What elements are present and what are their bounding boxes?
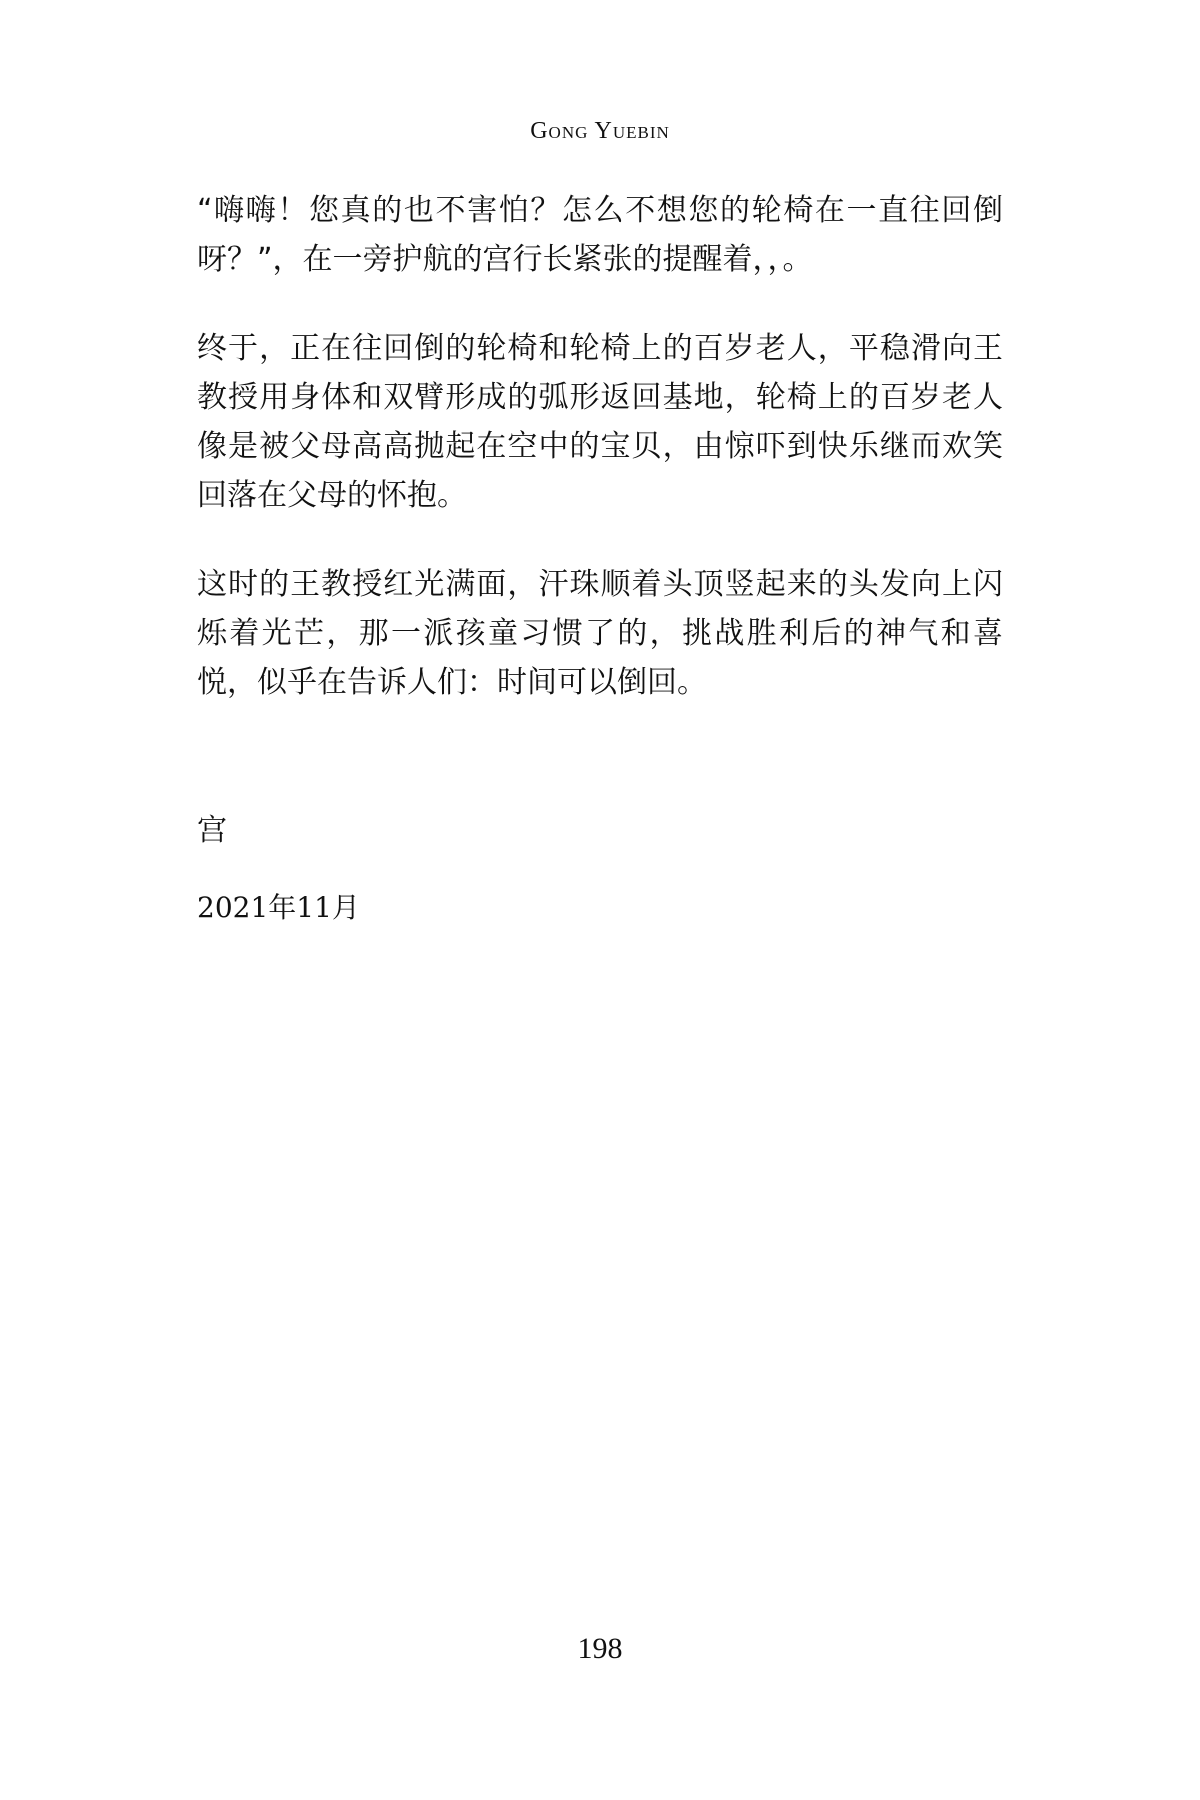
paragraph: “嗨嗨！您真的也不害怕？怎么不想您的轮椅在一直往回倒呀？”，在一旁护航的宫行长紧张的提醒着，，。 (197, 193, 1003, 277)
running-header: Gong Yuebin (530, 118, 670, 144)
date-line: 2021年11月 (197, 891, 360, 924)
body-text (197, 186, 1003, 747)
paragraph: 终于，正在往回倒的轮椅和轮椅上的百岁老人，平稳滑向王教授用身体和双臂形成的弧形返回基地，轮椅上的百岁老人像是被父母高高抛起在空中的宝贝，由惊吓到快乐继而欢笑回落在父母的怀抱。 (197, 331, 1003, 513)
signature: 宫 (197, 813, 227, 848)
page-number: 198 (577, 1632, 623, 1665)
paragraph: 这时的王教授红光满面，汗珠顺着头顶竖起来的头发向上闪烁着光芒，那一派孩童习惯了的，挑战胜利后的神气和喜悦，似乎在告诉人们：时间可以倒回。 (197, 567, 1003, 700)
